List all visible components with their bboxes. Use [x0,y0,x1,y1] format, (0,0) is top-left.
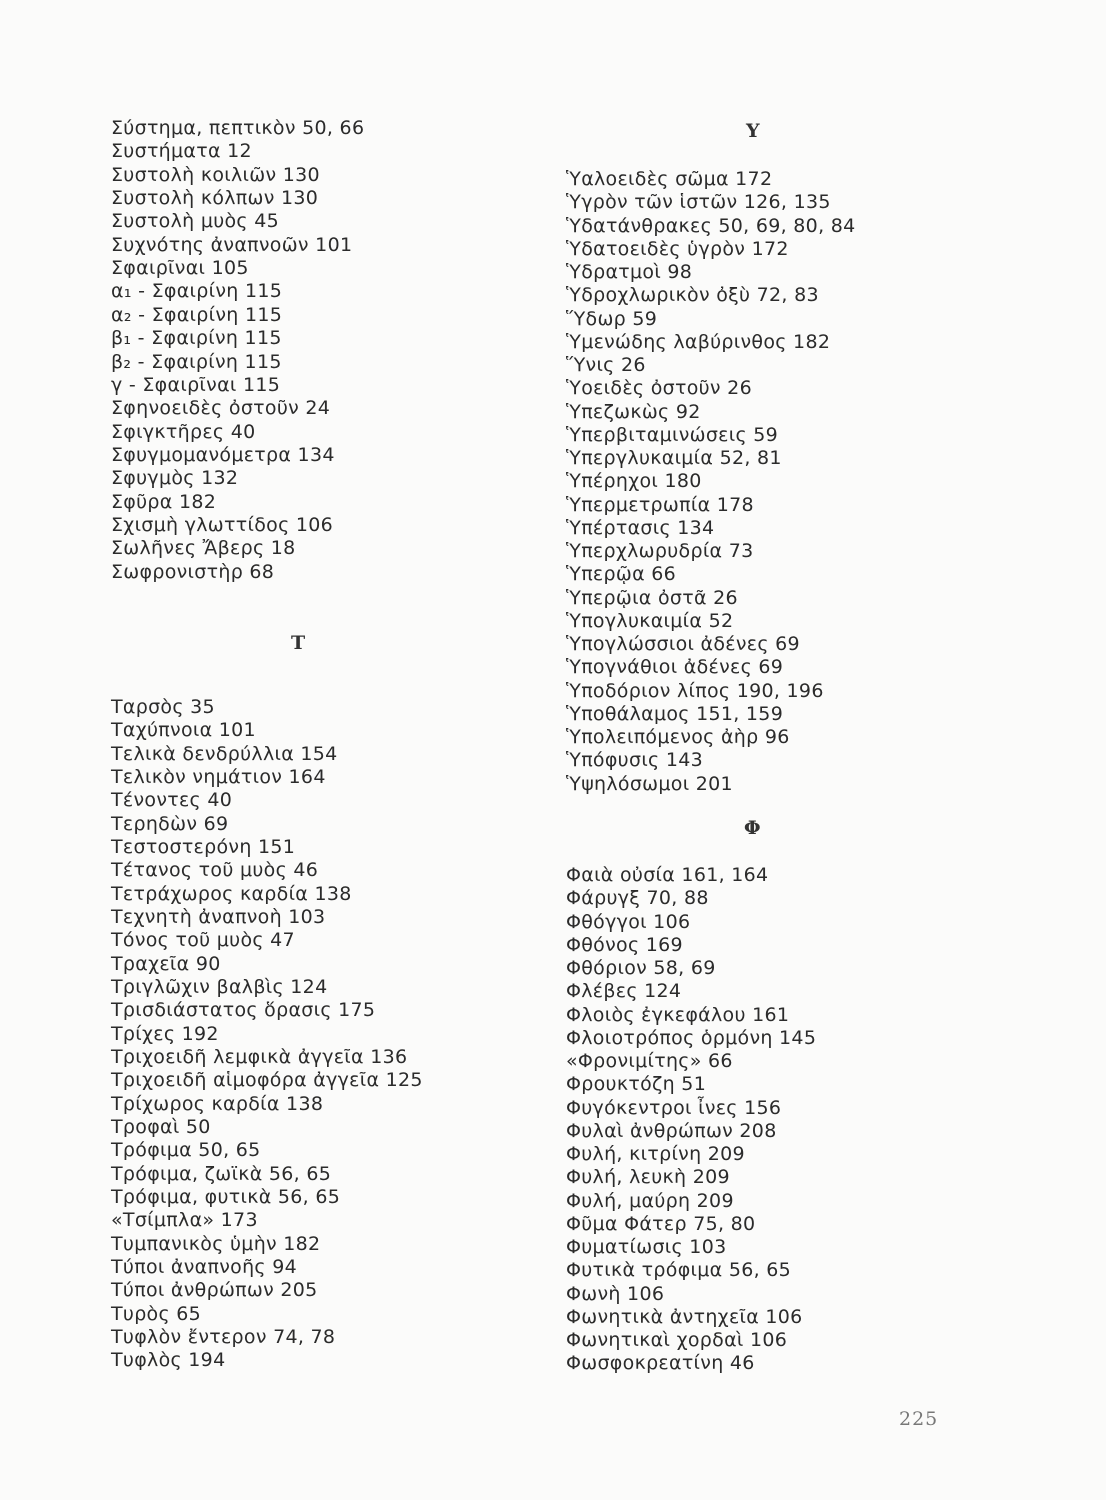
index-entry: Ταρσὸς 35 [111,696,215,718]
index-entry: Φωνὴ 106 [566,1282,665,1305]
index-entry: Ὑπερμετρωπία 178 [566,493,754,516]
index-entry: Φυγόκεντροι ἶνες 156 [566,1096,782,1119]
index-entry: Ὑπέρηχοι 180 [566,470,702,493]
index-entry: Ὑπερῷα 66 [566,563,677,586]
index-entry: Τριγλῶχιν βαλβὶς 124 [111,975,328,998]
index-entry: «Φρονιμίτης» 66 [566,1050,733,1072]
index-entry: Φυλή, κιτρίνη 209 [566,1143,745,1165]
index-entry: Τρισδιάστατος ὅρασις 175 [111,999,376,1022]
index-entry: Φθόγγοι 106 [566,910,691,933]
index-entry: Ὑποδόριον λίπος 190, 196 [566,679,824,702]
index-entry: β₁ - Σφαιρίνη 115 [111,327,282,350]
index-entry: Τρίχες 192 [111,1022,219,1045]
index-entry: Τυμπανικὸς ὑμὴν 182 [111,1232,321,1255]
index-entry: Τεστοστερόνη 151 [111,835,296,858]
index-entry: Ὕνις 26 [566,354,646,376]
index-entry: «Τσίμπλα» 173 [111,1209,258,1232]
index-entry: β₂ - Σφαιρίνη 115 [111,350,282,373]
index-entry: Ὑδατάνθρακες 50, 69, 80, 84 [566,214,856,237]
index-entry: Φυματίωσις 103 [566,1236,727,1258]
index-entry: Ὑπογλυκαιμία 52 [566,609,734,632]
index-entry: Φυλή, μαύρη 209 [566,1189,734,1212]
index-entry: Τύποι ἀναπνοῆς 94 [111,1255,297,1278]
index-entry: Σφυγμομανόμετρα 134 [111,443,335,466]
index-entry: Ὑοειδὲς ὀστοῦν 26 [566,377,752,400]
index-entry: Τερηδὼν 69 [111,812,229,835]
index-entry: Σφαιρῖναι 105 [111,257,249,280]
index-entry: Συστολὴ κόλπων 130 [111,187,319,210]
index-entry: Φλέβες 124 [566,980,682,1003]
index-entry: Σφιγκτῆρες 40 [111,420,256,443]
index-entry: Τέτανος τοῦ μυὸς 46 [111,859,319,882]
index-entry: Ὑπεργλυκαιμία 52, 81 [566,447,782,469]
index-entry: Ὑπογλώσσιοι ἀδένες 69 [566,633,800,655]
index-entry: Ὑπογνάθιοι ἀδένες 69 [566,656,784,679]
index-entry: Τόνος τοῦ μυὸς 47 [111,929,295,952]
index-entry: Φυλαὶ ἀνθρώπων 208 [566,1119,777,1142]
index-entry: Σωλῆνες Ἄβερς 18 [111,537,296,560]
index-entry: α₂ - Σφαιρίνη 115 [111,303,283,326]
index-entry: Φυλή, λευκὴ 209 [566,1166,730,1189]
index-entry: Σχισμὴ γλωττίδος 106 [111,513,334,536]
index-entry: Σωφρονιστὴρ 68 [111,560,275,583]
index-entry: Ὑμενώδης λαβύρινθος 182 [566,330,831,353]
page-number: 225 [899,1408,939,1430]
index-entry: Φρουκτόζη 51 [566,1073,707,1096]
index-entry: Τυρὸς 65 [111,1302,202,1325]
index-entry: Συστήματα 12 [111,140,252,163]
index-entry: Ταχύπνοια 101 [111,719,256,742]
index-entry: Τρόφιμα, φυτικὰ 56, 65 [111,1185,341,1208]
index-entry: Ὑπέρτασις 134 [566,516,715,539]
index-entry: Ὑδρατμοὶ 98 [566,261,693,283]
index-entry: Τελικὰ δενδρύλλια 154 [111,742,338,765]
index-entry: Ὑγρὸν τῶν ἱστῶν 126, 135 [566,191,831,214]
index-entry: Φθόνος 169 [566,933,683,956]
index-entry: Τυφλὸν ἔντερον 74, 78 [111,1325,336,1348]
index-entry: Σφῦρα 182 [111,490,217,513]
index-entry: Τυφλὸς 194 [111,1349,226,1372]
index-entry: Συχνότης ἀναπνοῶν 101 [111,233,353,256]
index-entry: Φῦμα Φάτερ 75, 80 [566,1212,756,1235]
index-entry: Φλοιὸς ἐγκεφάλου 161 [566,1003,790,1026]
index-entry: Τρίχωρος καρδία 138 [111,1092,324,1115]
index-entry: Τεχνητὴ ἀναπνοὴ 103 [111,905,326,928]
index-entry: Φυτικὰ τρόφιμα 56, 65 [566,1259,792,1282]
index-entry: Τρόφιμα 50, 65 [111,1139,261,1162]
index-entry: Τραχεῖα 90 [111,952,221,975]
index-entry: Τροφαὶ 50 [111,1115,211,1138]
index-entry: Ὑδατοειδὲς ὑγρὸν 172 [566,237,789,260]
index-entry: Ὑπολειπόμενος ἀὴρ 96 [566,726,790,748]
index-entry: Σφυγμὸς 132 [111,467,239,490]
index-entry: Φλοιοτρόπος ὁρμόνη 145 [566,1026,817,1049]
index-entry: Φωνητικαὶ χορδαὶ 106 [566,1329,788,1351]
index-entry: Φάρυγξ 70, 88 [566,887,709,910]
index-entry: Ὕδωρ 59 [566,307,658,330]
index-entry: Ὑδροχλωρικὸν ὀξὺ 72, 83 [566,284,819,307]
index-entry: Φαιὰ οὐσία 161, 164 [566,864,769,886]
index-entry: Τρόφιμα, ζωϊκὰ 56, 65 [111,1162,332,1185]
index-entry: α₁ - Σφαιρίνη 115 [111,280,283,303]
index-entry: Τριχοειδῆ λεμφικὰ ἀγγεῖα 136 [111,1045,408,1068]
index-entry: Ὑπερῷια ὀστᾶ 26 [566,586,738,609]
index-entry: Τύποι ἀνθρώπων 205 [111,1279,318,1302]
index-entry: Ὑπερβιταμινώσεις 59 [566,423,779,446]
section-heading-upsilon: Υ [746,120,760,142]
index-entry: Συστολὴ μυὸς 45 [111,210,280,233]
index-entry: Ὑπεζωκὼς 92 [566,400,701,423]
index-entry: Τένοντες 40 [111,789,233,812]
index-entry: Σύστημα, πεπτικὸν 50, 66 [111,117,365,139]
index-entry: Ὑαλοειδὲς σῶμα 172 [566,168,773,190]
index-entry: γ - Σφαιρῖναι 115 [111,373,281,396]
index-entry: Φωνητικὰ ἀντηχεῖα 106 [566,1305,803,1328]
index-entry: Συστολὴ κοιλιῶν 130 [111,163,320,186]
section-heading-tau: Τ [291,632,306,654]
index-entry: Φωσφοκρεατίνη 46 [566,1352,755,1375]
index-entry: Φθόριον 58, 69 [566,957,716,979]
section-heading-phi: Φ [744,817,761,839]
index-entry: Σφηνοειδὲς ὀστοῦν 24 [111,397,331,420]
index-entry: Τελικὸν νημάτιον 164 [111,765,326,788]
index-entry: Τετράχωρος καρδία 138 [111,882,352,905]
index-entry: Ὑποθάλαμος 151, 159 [566,702,784,725]
index-entry: Ὑπερχλωρυδρία 73 [566,540,754,562]
index-entry: Ὑψηλόσωμοι 201 [566,772,733,795]
index-entry: Ὑπόφυσις 143 [566,749,704,772]
index-entry: Τριχοειδῆ αἱμοφόρα ἀγγεῖα 125 [111,1069,423,1092]
